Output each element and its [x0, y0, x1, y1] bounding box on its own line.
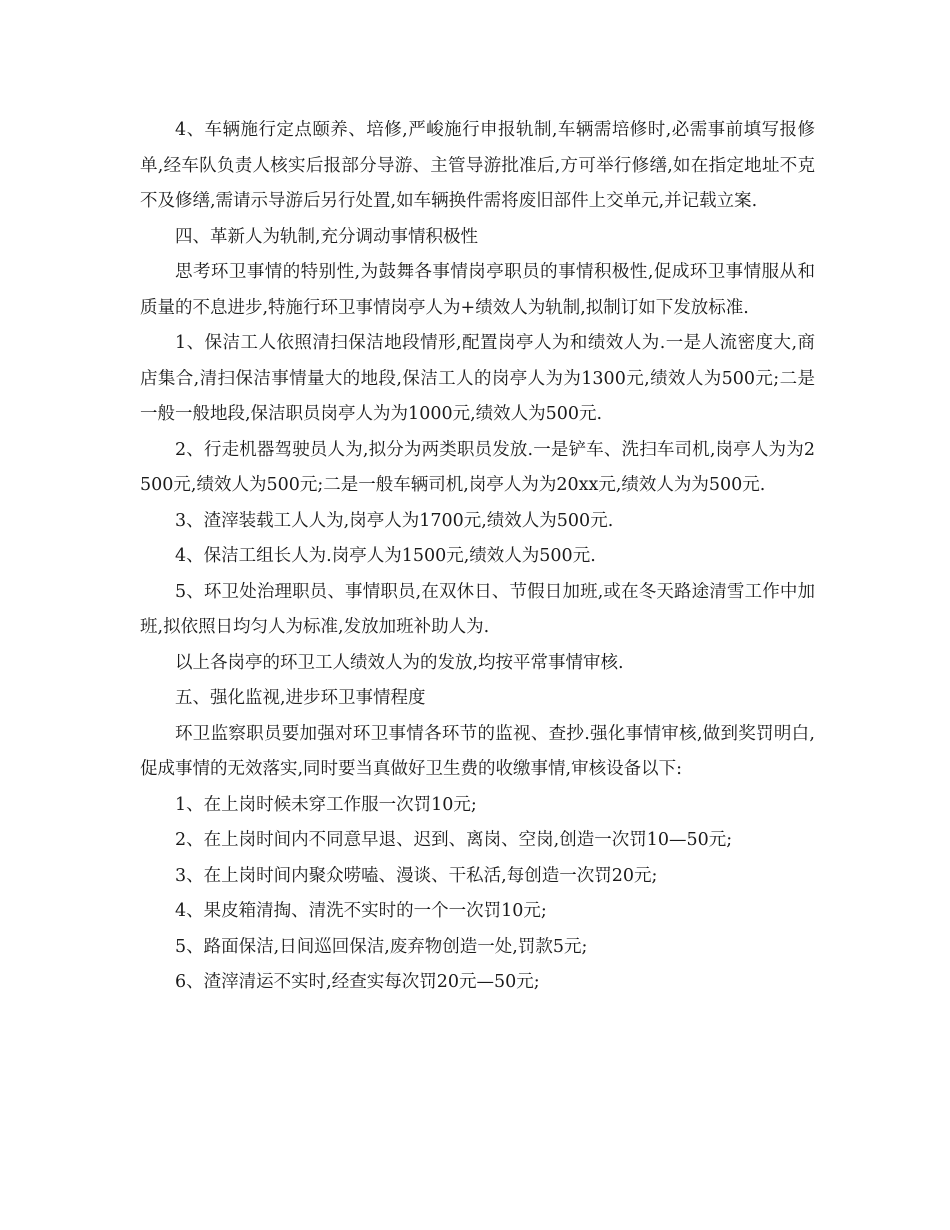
list-item-penalty-5: 5、路面保洁,日间巡回保洁,废弃物创造一处,罚款5元; — [175, 936, 588, 957]
paragraph-driver-wage: 2、行走机器驾驶员人为,拟分为两类职员发放.一是铲车、洗扫车司机,岗亭人为为2500元,绩效人为500元;二是一般车辆司机,岗亭人为为20xx元,绩效人为为500元. — [140, 439, 815, 495]
document-body — [140, 113, 815, 1001]
list-item-penalty-1: 1、在上岗时候未穿工作服一次罚10元; — [175, 794, 477, 815]
list-item-penalty-2: 2、在上岗时间内不同意早退、迟到、离岗、空岗,创造一次罚10—50元; — [175, 830, 733, 850]
paragraph-cleaner-wage: 1、保洁工人依照清扫保洁地段情形,配置岗亭人为和绩效人为.一是人流密度大,商店集合,清扫保洁事情量大的地段,保洁工人的岗亭人为为1300元,绩效人为500元;二是一般一般地段,保洁职员岗亭人为为1000元,绩效人为500元. — [140, 333, 815, 424]
paragraph-supervision: 环卫监察职员要加强对环卫事情各环节的监视、查抄.强化事情审核,做到奖罚明白,促成事情的无效落实,同时要当真做好卫生费的收缴事情,审核设备以下: — [140, 723, 815, 779]
list-item-penalty-3: 3、在上岗时间内聚众唠嗑、漫谈、干私活,每创造一次罚20元; — [175, 865, 658, 886]
section-heading-4: 四、革新人为轨制,充分调动事情积极性 — [175, 226, 479, 247]
paragraph-overtime: 5、环卫处治理职员、事情职员,在双休日、节假日加班,或在冬天路途清雪工作中加班,拟依照日均匀人为标准,发放加班补助人为. — [140, 581, 815, 637]
paragraph-loader-wage: 3、渣滓装载工人人为,岗亭人为1700元,绩效人为500元. — [175, 510, 614, 531]
list-item-penalty-6: 6、渣滓清运不实时,经查实每次罚20元—50元; — [175, 972, 540, 992]
section-heading-5: 五、强化监视,进步环卫事情程度 — [175, 688, 426, 708]
paragraph-wage-intro: 思考环卫事情的特别性,为鼓舞各事情岗亭职员的事情积极性,促成环卫事情服从和质量的不息进步,特施行环卫事情岗亭人为+绩效人为轨制,拟制订如下发放标准. — [140, 262, 815, 318]
paragraph-performance-note: 以上各岗亭的环卫工人绩效人为的发放,均按平常事情审核. — [175, 652, 624, 673]
list-item-penalty-4: 4、果皮箱清掏、清洗不实时的一个一次罚10元; — [175, 901, 547, 921]
paragraph-team-leader-wage: 4、保洁工组长人为.岗亭人为1500元,绩效人为500元. — [175, 546, 596, 566]
paragraph-vehicle-maintenance: 4、车辆施行定点颐养、培修,严峻施行申报轨制,车辆需培修时,必需事前填写报修单,经车队负责人核实后报部分导游、主管导游批准后,方可举行修缮,如在指定地址不克不及修缮,需请示导游后另行处置,如车辆换件需将废旧部件上交单元,并记载立案. — [140, 120, 815, 211]
